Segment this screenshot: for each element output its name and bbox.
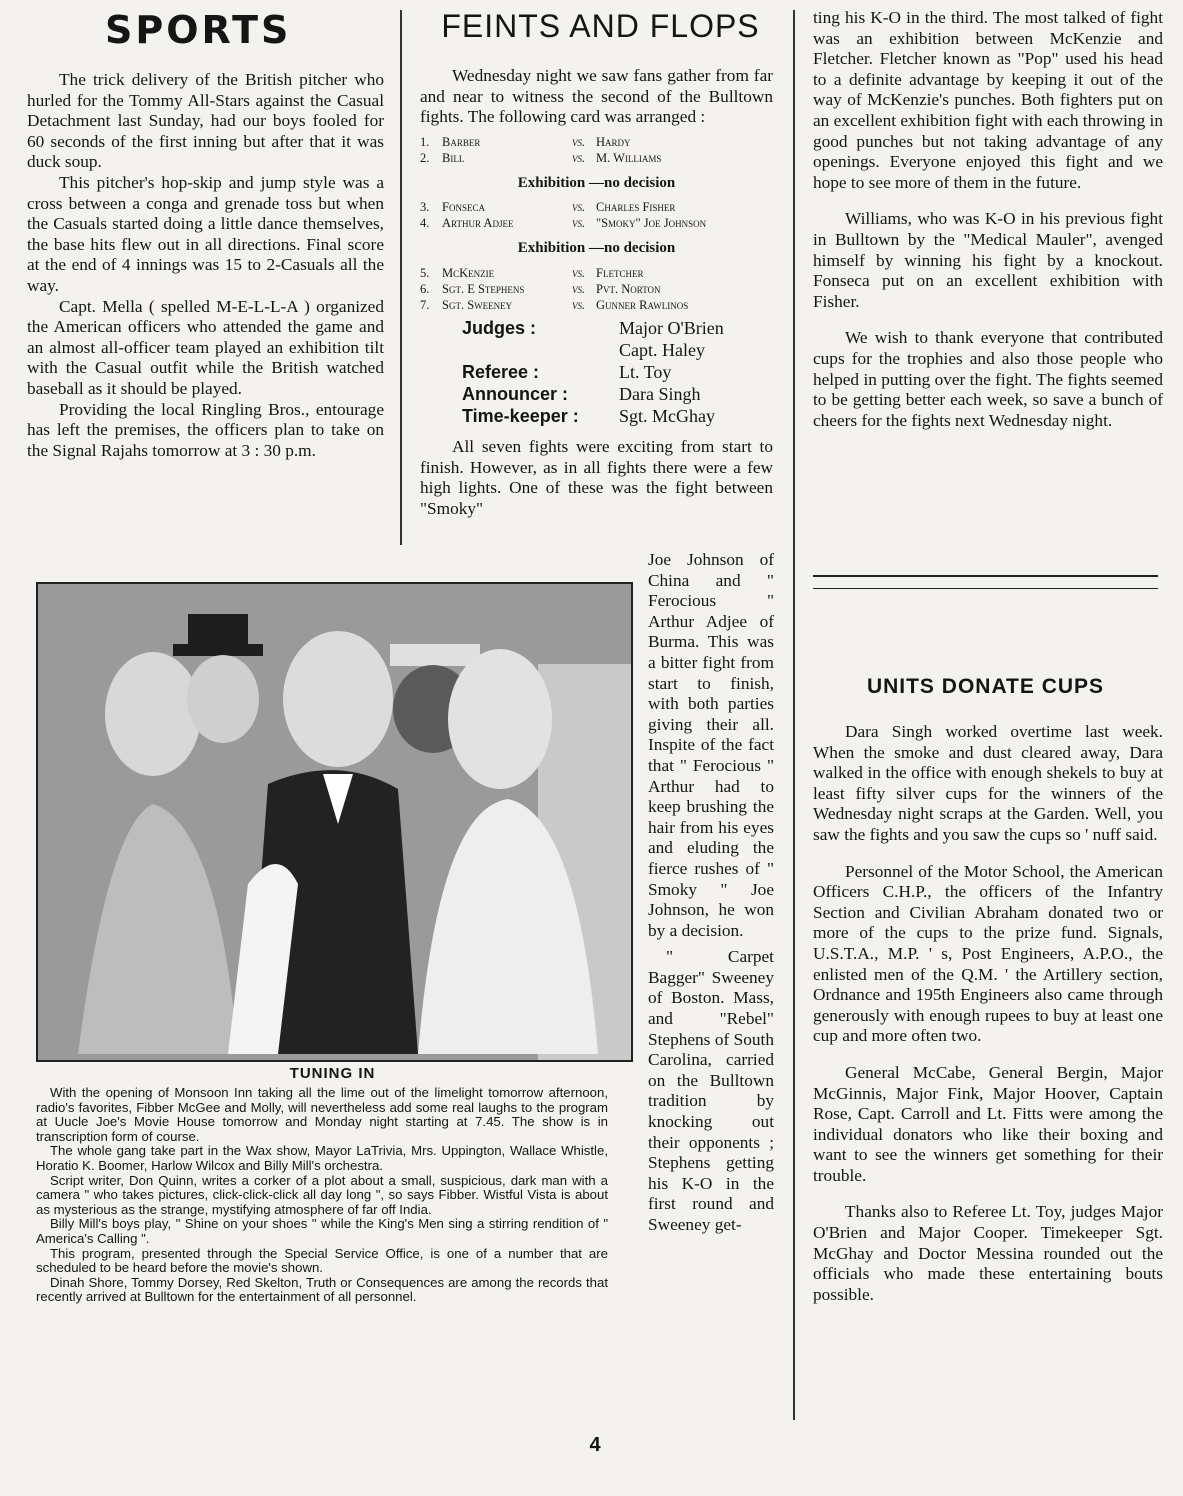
sports-paragraph: Capt. Mella ( spelled M-E-L-L-A ) organized the American officers who attended the game and an almost all-officer team played an exhibition tilt with the Casual outfit while the British watched baseball as it should be played. (27, 296, 384, 398)
section-divider (813, 588, 1158, 589)
tuning-paragraph: Billy Mill's boys play, " Shine on your shoes " while the King's Men sing a stirring rendition of " America's Calling ". (36, 1216, 608, 1246)
column-divider (793, 10, 795, 1420)
tuning-paragraph: This program, presented through the Special Service Office, is one of a number that are scheduled to be heard before the movie's shown. (36, 1245, 608, 1276)
fights-paragraph: ting his K-O in the third. The most talked of fight was an exhibition between McKenzie and Fletcher. Fletcher known as "Pop" used his head to a definite advantage by keeping it out of the way of McKenzie's punches. Both fighters put on an excellent exhibition fight with each throwing in good punches but not taking advantage of any openings. Everyone enjoyed this fight and we hope to see more of them in the future. (813, 8, 1163, 192)
feints-intro: Wednesday night we saw fans gather from far and near to witness the second of the Bulltown fights. The following card was arranged : (420, 66, 773, 127)
tuning-in-heading: TUNING IN (289, 1065, 376, 1082)
officials-row: Announcer : Dara Singh (462, 383, 701, 404)
tuning-in-photo (36, 582, 633, 1062)
fight-card-row: 5. McKenzie vs. Fletcher (420, 265, 644, 280)
page-number: 4 (589, 1434, 601, 1456)
tuning-paragraph: The whole gang take part in the Wax show, Mayor LaTrivia, Mrs. Uppington, Wallace Whistle, Horatio K. Boomer, Harlow Wilcox and Billy Mill's orchestra. (36, 1143, 608, 1173)
officials-row: Capt. Haley (619, 339, 705, 360)
feints-paragraph: All seven fights were exciting from start to finish. However, as in all fights there were a few high lights. One of these was the fight between "Smoky" (420, 436, 773, 518)
officials-list (462, 317, 773, 427)
sports-paragraph: The trick delivery of the British pitcher who hurled for the Tommy All-Stars against the Casual Detachment last Sunday, had our boys fooled for 60 seconds of the first inning but after that it was duck soup. (27, 70, 384, 172)
units-paragraph: Thanks also to Referee Lt. Toy, judges Major O'Brien and Major Cooper. Timekeeper Sgt. McGhay and Doctor Messina rounded out the officials who made these entertaining bouts possible. (813, 1202, 1163, 1304)
sports-paragraph: This pitcher's hop-skip and jump style was a cross between a conga and grenade toss but when the Casuals started doing a little dance themselves, the base hits flew out in all directions. Final score at the end of 4 innings was 15 to 2-Casuals all the way. (27, 172, 384, 295)
units-paragraph: General McCabe, General Bergin, Major McGinnis, Major Fink, Major Hoover, Captain Rose, Capt. Carroll and Lt. Fitts were among the individual donators who like their boxing and want to see the winners get something for their trouble. (813, 1062, 1163, 1185)
fight-card-row: 4. Arthur Adjee vs. "Smoky" Joe Johnson (420, 216, 707, 231)
tuning-paragraph: With the opening of Monsoon Inn taking all the lime out of the limelight tomorrow afternoon, radio's favorites, Fibber McGee and Molly, will nevertheless add some real laughs to the program at Uucle Joe's Movie House tomorrow and Monday night starting at 7.45. The show is in transcription form of course. (36, 1085, 608, 1144)
sports-paragraph: Providing the local Ringling Bros., entourage has left the premises, the officers plan to take on the Signal Rajahs tomorrow at 3 : 30 p.m. (27, 399, 384, 460)
photo-illustration (38, 584, 631, 1060)
tuning-paragraph: Dinah Shore, Tommy Dorsey, Red Skelton, Truth or Consequences are among the records that recently arrived at Bulltown for the entertainment of all personnel. (36, 1274, 608, 1305)
fights-paragraph: We wish to thank everyone that contributed cups for the trophies and also those people who helped in putting over the fight. The fights seemed to be getting better each week, so save a bunch of cheers for the fights next Wednesday night. (813, 328, 1163, 430)
officials-row: Time-keeper : Sgt. McGhay (462, 405, 715, 426)
sports-heading: SPORTS (105, 8, 292, 52)
sports-article (27, 70, 384, 461)
units-heading: UNITS DONATE CUPS (866, 675, 1105, 698)
exhibition-label: Exhibition —no decision (517, 240, 676, 257)
fights-paragraph: Williams, who was K-O in his previous fight in Bulltown by the "Medical Mauler", avenged himself by winning his fight by a knockout. Fonseca put on an excellent exhibition with Fisher. (813, 209, 1163, 311)
officials-row: Referee : Lt. Toy (462, 361, 672, 382)
units-paragraph: Personnel of the Motor School, the American Officers C.H.P., the officers of the Infantry Section and Civilian Abraham donated two or more of the cups to the prize fund. Signals, U.S.T.A., M.P. ' s, Post Engineers, A.P.O., the enlisted men of the Q.M. ' the Artillery section, Ordnance and 195th Engineers also came through generously with enough rupees to buy at least one cup and more often two. (813, 861, 1163, 1046)
feints-heading: FEINTS AND FLOPS (441, 8, 760, 44)
fights-continuation (813, 8, 1163, 431)
column-divider (400, 10, 402, 545)
feints-article (420, 66, 773, 519)
tuning-paragraph: Script writer, Don Quinn, writes a corker of a plot about a small, suspicious, dark man with a camera " who takes pictures, click-click-click all day long ", so says Fibber. Wistful Vista is about as mysterious as the strange, mystifying atmosphere of far off India. (36, 1172, 608, 1217)
feints-continuation (648, 550, 774, 1236)
section-divider (813, 575, 1158, 577)
officials-row: Judges : Major O'Brien (462, 317, 724, 338)
fight-card-row: 3. Fonseca vs. Charles Fisher (420, 200, 676, 215)
units-article (813, 722, 1163, 1305)
tuning-in-article (36, 1086, 608, 1305)
fight-card-row: 2. Bill vs. M. Williams (420, 150, 662, 165)
fight-card-row: 7. Sgt. Sweeney vs. Gunner Rawlinos (420, 297, 689, 312)
feints-paragraph: " Carpet Bagger" Sweeney of Boston. Mass, and "Rebel" Stephens of South Carolina, carried on the Bulltown tradition by knocking out their opponents ; Stephens getting his K-O in the first round and Sweeney get- (648, 947, 774, 1234)
feints-paragraph: Joe Johnson of China and " Ferocious " Arthur Adjee of Burma. This was a bitter fight from start to finish, with both parties giving their all. Inspite of the fact that " Ferocious " Arthur had to keep brushing the hair from his eyes and eluding the fierce rushes of " Smoky " Joe Johnson, he won by a decision. (648, 550, 774, 940)
fight-card (420, 134, 773, 313)
fight-card-row: 1. Barber vs. Hardy (420, 134, 631, 149)
exhibition-label: Exhibition —no decision (517, 174, 676, 191)
units-paragraph: Dara Singh worked overtime last week. When the smoke and dust cleared away, Dara walked in the office with enough shekels to buy at least fifty silver cups for the winners of the Wednesday night scraps at the Garden. Well, you saw the fights and you saw the cups so ' nuff said. (813, 722, 1163, 844)
fight-card-row: 6. Sgt. E Stephens vs. Pvt. Norton (420, 281, 661, 296)
